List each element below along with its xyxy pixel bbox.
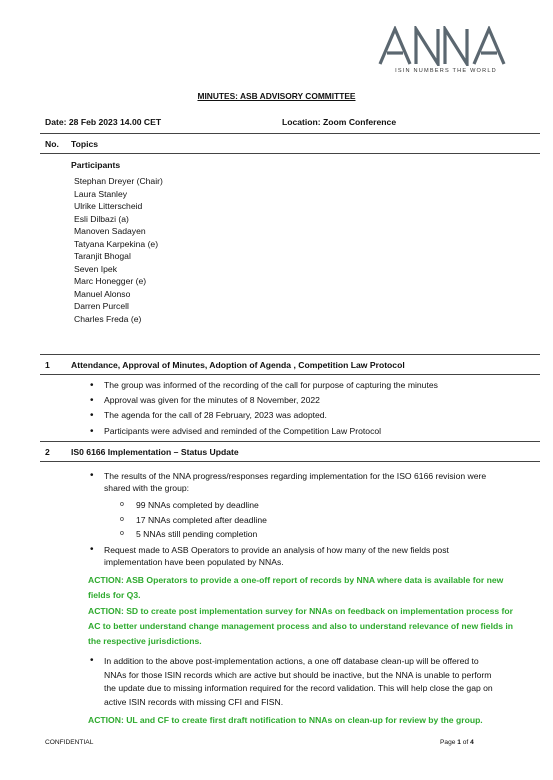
divider — [40, 354, 540, 355]
section-2-bullet-2 — [90, 544, 545, 569]
section-1-number: 1 — [45, 360, 50, 370]
participant-name: Charles Freda (e) — [74, 313, 142, 324]
participant-name: Laura Stanley — [74, 188, 128, 199]
divider — [40, 374, 540, 375]
bullet-line: the update due to missing information required for the record validation. This will help close the gap on — [104, 683, 493, 694]
participant-name: Esli Dilbazi (a) — [74, 213, 129, 224]
section-1-title: Attendance, Approval of Minutes, Adoption of Agenda , Competition Law Protocol — [71, 360, 405, 370]
sub-item: o 5 NNAs still pending completion — [120, 527, 520, 542]
section-2-bullet-1 — [90, 470, 545, 495]
bullet-item — [90, 655, 548, 709]
bullet-item — [90, 470, 545, 495]
action-line: AC to better understand change management process and also to understand relevance of new fields in — [88, 621, 514, 631]
meeting-location: Location: Zoom Conference — [282, 117, 397, 127]
divider — [40, 153, 540, 154]
action-line: fields for Q3. — [88, 590, 141, 600]
action-item-3: ACTION: UL and CF to create first draft notification to NNAs on clean-up for review by the group. — [88, 715, 483, 725]
participant-name: Manoven Sadayen — [74, 226, 146, 236]
page-of: of — [460, 739, 471, 746]
section-1-bullets — [90, 378, 540, 439]
participant-name: Taranjit Bhogal — [74, 251, 131, 261]
bullet-line: active ISIN records with missing CFI and FISN. — [104, 696, 284, 707]
section-2-title: IS0 6166 Implementation – Status Update — [71, 447, 239, 457]
action-line: the respective jurisdictions. — [88, 636, 202, 646]
bullet-item: • Approval was given for the minutes of 8 November, 2022 — [90, 393, 540, 408]
participant-name: Seven Ipek — [74, 263, 117, 274]
participant-name: Marc Honegger (e) — [74, 276, 147, 286]
section-2-bullet-3 — [90, 655, 548, 709]
anna-logo-mark — [378, 26, 514, 66]
divider — [40, 441, 540, 442]
bullet-line: • The results of the NNA progress/responses regarding implementation for the ISO 6166 revision were — [104, 471, 487, 481]
column-topics-header: Topics — [71, 139, 99, 149]
bullet-line: NNAs for those ISIN records which are active but should be inactive, but the NNA is unable to perform — [104, 669, 492, 680]
meeting-date: Date: 28 Feb 2023 14.00 CET — [45, 117, 162, 127]
page-prefix: Page — [440, 739, 458, 746]
bullet-line: • Request made to ASB Operators to provide an analysis of how many of the new fields post — [104, 545, 449, 555]
page-current: 1 — [457, 739, 461, 746]
action-item-1 — [88, 573, 548, 603]
footer-confidential: CONFIDENTIAL — [45, 739, 94, 746]
participants-list — [74, 175, 163, 325]
document-title: MINUTES: ASB ADVISORY COMMITTEE — [197, 91, 356, 101]
column-no-header: No. — [45, 139, 59, 149]
footer-page-number — [440, 739, 474, 746]
bullet-item: • Participants were advised and reminded of the Competition Law Protocol — [90, 424, 540, 439]
bullet-item: • The agenda for the call of 28 February, 2023 was adopted. — [90, 408, 540, 423]
bullet-item — [90, 544, 545, 569]
bullet-line: shared with the group: — [104, 483, 190, 494]
completion-stats — [120, 498, 520, 542]
participant-name: Manuel Alonso — [74, 288, 131, 299]
logo-tagline: ISIN NUMBERS THE WORLD — [395, 68, 497, 74]
bullet-item: • The group was informed of the recording of the call for purpose of capturing the minutes — [90, 378, 540, 393]
action-line: ACTION: SD to create post implementation survey for NNAs on feedback on implementation process for — [88, 606, 513, 616]
section-2-number: 2 — [45, 447, 50, 457]
sub-item: o 99 NNAs completed by deadline — [120, 498, 520, 513]
participant-name: Tatyana Karpekina (e) — [74, 238, 159, 249]
bullet-line: implementation have been populated by NNAs. — [104, 557, 284, 568]
participant-name: Ulrike Litterscheid — [74, 201, 143, 211]
action-item-2 — [88, 604, 548, 649]
sub-item: o 17 NNAs completed after deadline — [120, 513, 520, 528]
anna-logo — [378, 26, 514, 74]
participant-name: Stephan Dreyer (Chair) — [74, 176, 163, 186]
participant-name: Darren Purcell — [74, 301, 129, 311]
page-total: 4 — [470, 739, 474, 746]
divider — [40, 133, 540, 134]
action-line: ACTION: ASB Operators to provide a one-off report of records by NNA where data is available for new — [88, 575, 504, 585]
bullet-line: • In addition to the above post-implementation actions, a one off database clean-up will be offered to — [104, 656, 479, 666]
divider — [40, 461, 540, 462]
participants-heading: Participants — [71, 160, 121, 170]
